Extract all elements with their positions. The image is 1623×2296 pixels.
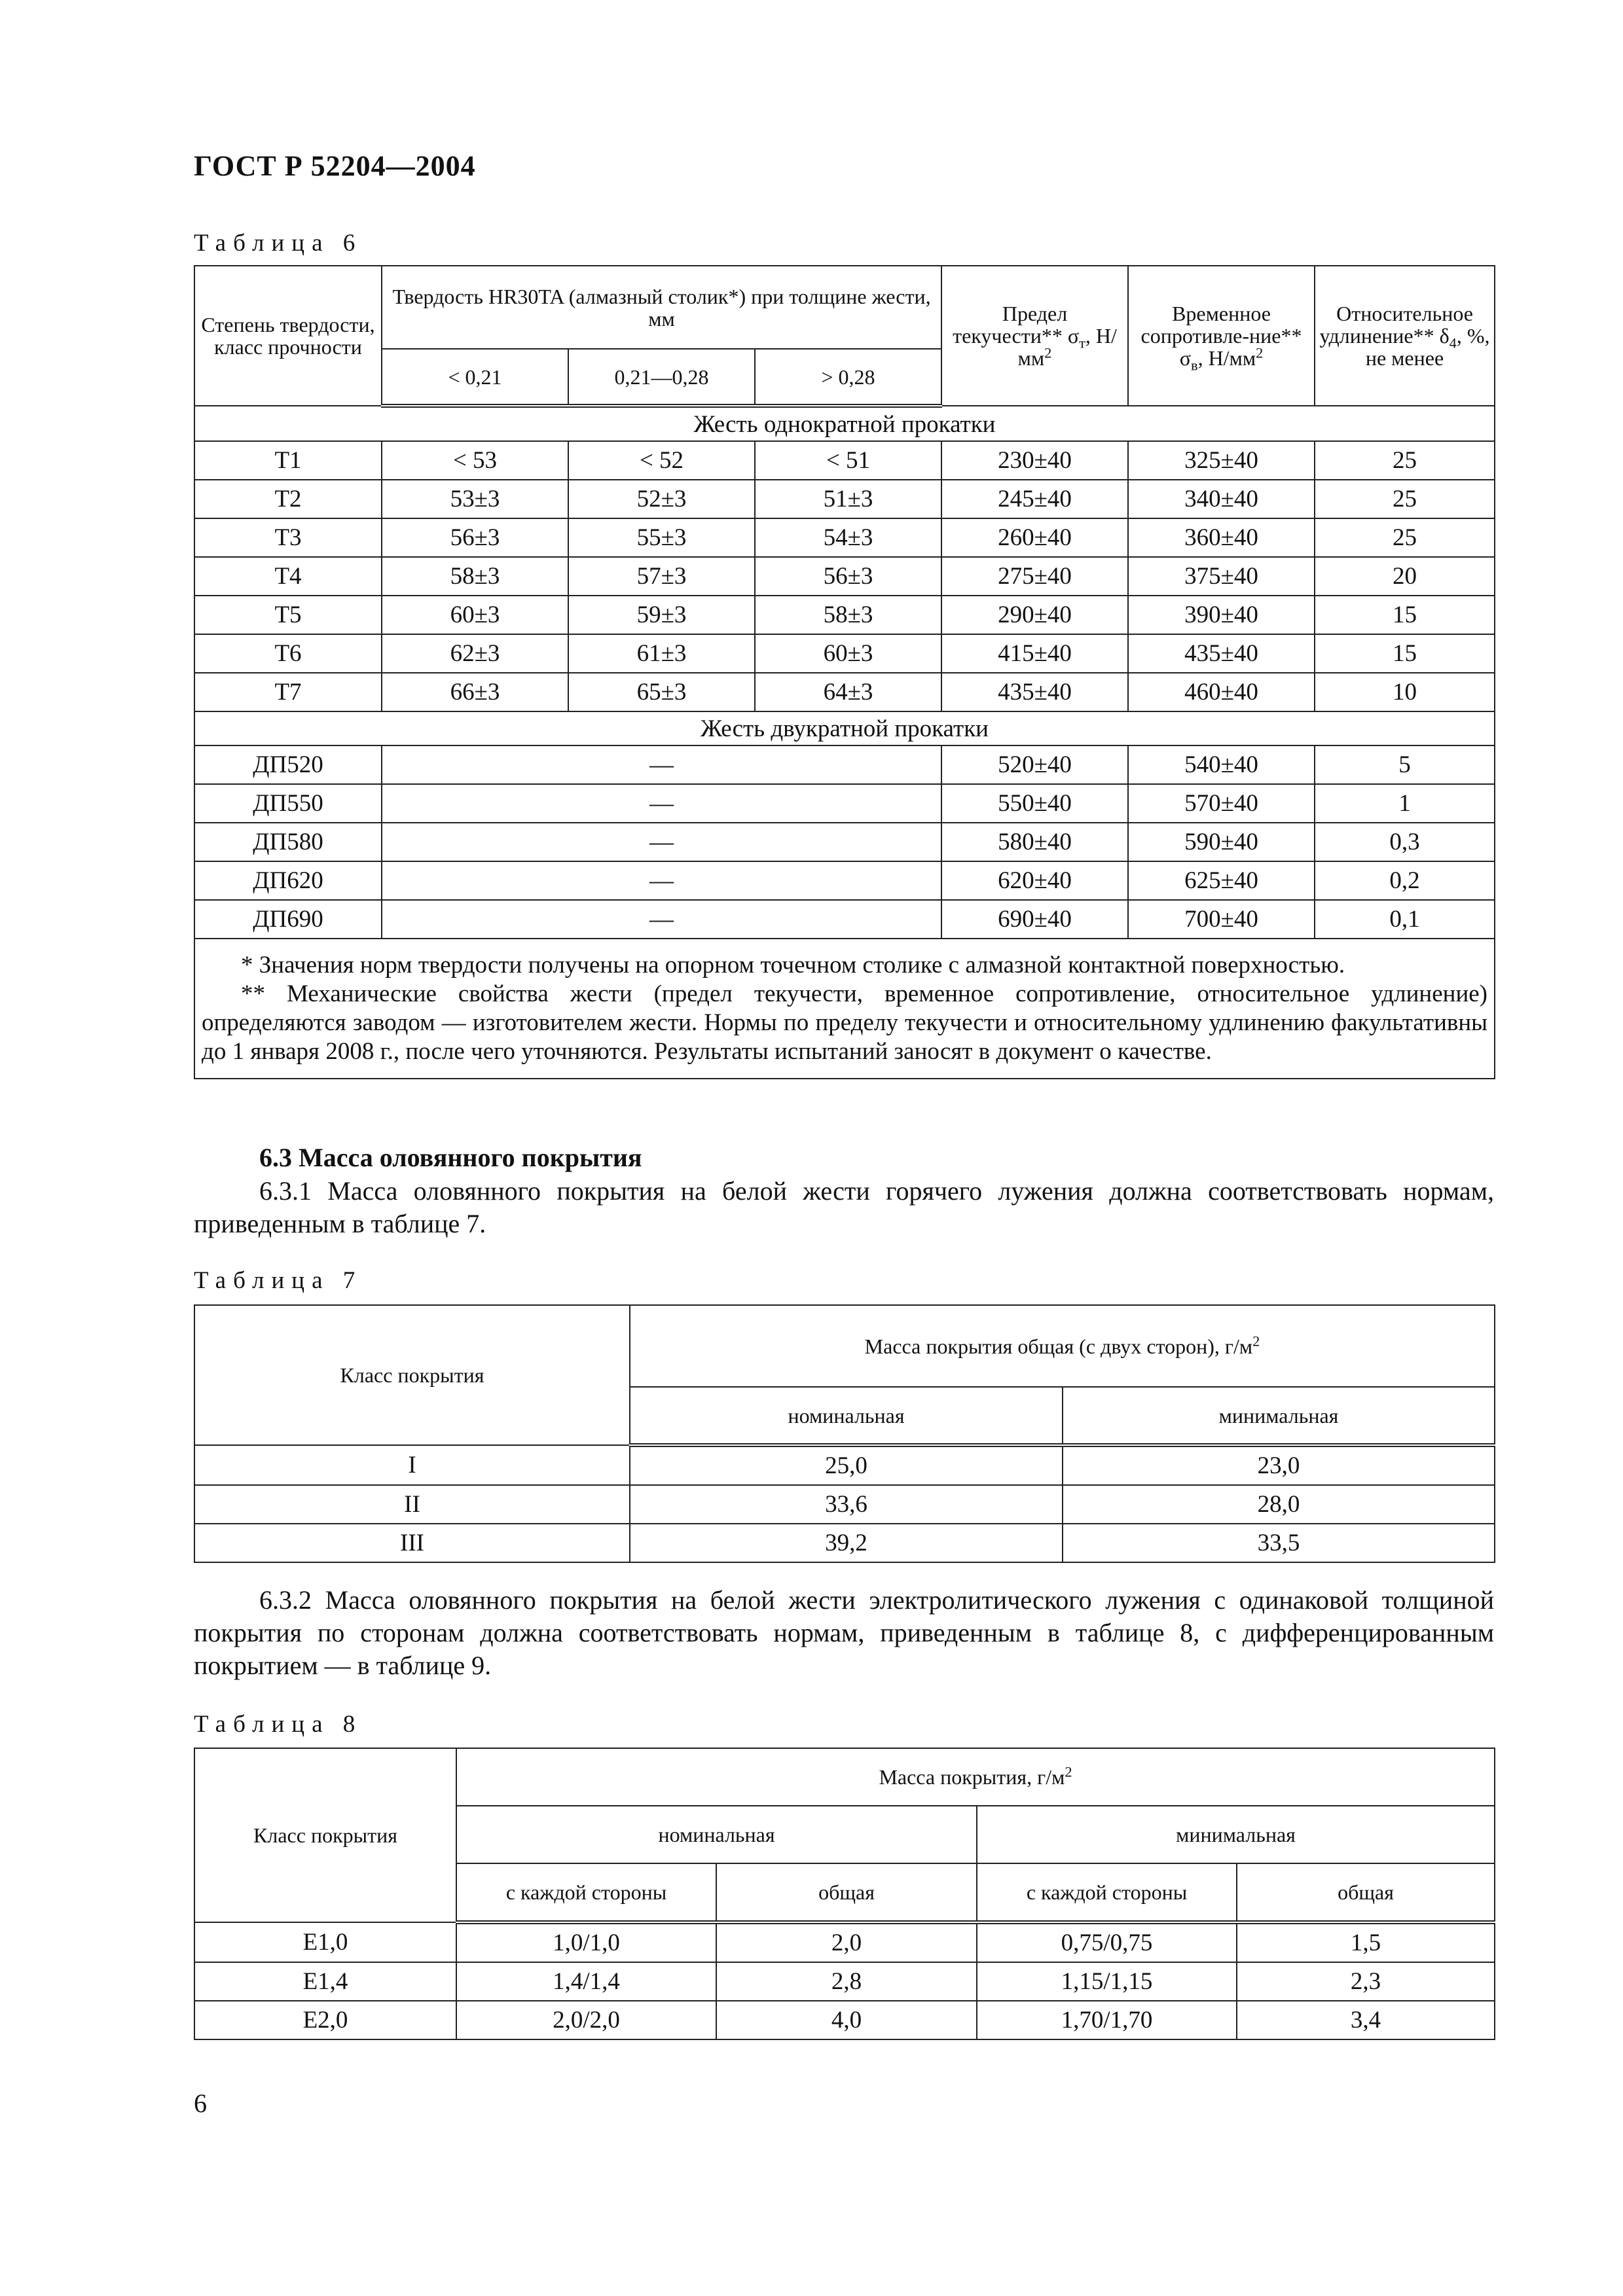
t6-section-double: Жесть двукратной прокатки	[194, 711, 1495, 745]
document-title: ГОСТ Р 52204—2004	[194, 150, 476, 182]
table-row: Е1,4 1,4/1,4 2,8 1,15/1,15 2,3	[194, 1962, 1495, 2001]
table-row: Т2 53±3 52±3 51±3 245±40 340±40 25	[194, 480, 1495, 518]
t8-nom-each-side: с каждой стороны	[456, 1863, 716, 1922]
t6-footnote-2: ** Механические свойства жести (предел текучести, временное сопротивление, относительное удлинение) определяются заводом — изготовителем жести. Нормы по пределу текучести и относительному удлинению факультативны до 1 января 2008 г., после чего уточняются. Результаты испытаний заносят в документ о качестве.	[202, 980, 1487, 1065]
t6-col-hardness: Твердость HR30TA (алмазный столик*) при толщине жести, мм	[382, 266, 941, 349]
paragraph-6-3-1: 6.3.1 Масса оловянного покрытия на белой жести горячего лужения должна соответствовать нормам, приведенным в таблице 7.	[194, 1176, 1494, 1238]
t8-min-each-side: с каждой стороны	[977, 1863, 1237, 1922]
t8-min-total: общая	[1237, 1863, 1495, 1922]
table-row: ДП620 — 620±40 625±40 0,2	[194, 861, 1495, 900]
table-row: III 39,2 33,5	[194, 1524, 1495, 1562]
table-row: I 25,0 23,0	[194, 1445, 1495, 1485]
t7-col-mass: Масса покрытия общая (с двух сторон), $г/м^2$	[630, 1305, 1495, 1387]
table-row: II 33,6 28,0	[194, 1485, 1495, 1524]
t6-sub-thick: > 0,28	[755, 349, 941, 406]
table8-caption: Таблица 8	[194, 1711, 363, 1738]
t6-sub-thin: < 0,21	[382, 349, 568, 406]
page-number: 6	[194, 2089, 207, 2118]
table8	[194, 1748, 1495, 2040]
t6-col-tensile: Временное сопротивле-ние** $\sigma_в$, $Н/мм^2$	[1128, 266, 1315, 406]
t6-footnote-1: * Значения норм твердости получены на опорном точечном столике с алмазной контактной поверхностью.	[241, 952, 1345, 978]
t6-section-single: Жесть однократной прокатки	[194, 406, 1495, 441]
table-row: ДП520 — 520±40 540±40 5	[194, 745, 1495, 784]
table-row: Т5 60±3 59±3 58±3 290±40 390±40 15	[194, 596, 1495, 634]
section-heading-6-3: 6.3 Масса оловянного покрытия	[259, 1143, 642, 1172]
table6-caption: Таблица 6	[194, 230, 363, 257]
table7-caption: Таблица 7	[194, 1267, 363, 1294]
paragraph-6-3-2: 6.3.2 Масса оловянного покрытия на белой жести электролитического лужения с одинаковой толщиной покрытия по сторонам должна соответствовать нормам, приведенным в таблице 8, с дифференцированным покрытием — в таблице 9.	[194, 1585, 1494, 1680]
t7-sub-minimum: минимальная	[1063, 1387, 1495, 1445]
t8-nom-total: общая	[716, 1863, 977, 1922]
table-row: Е1,0 1,0/1,0 2,0 0,75/0,75 1,5	[194, 1922, 1495, 1962]
t8-col-class: Класс покрытия	[194, 1748, 456, 1922]
table-row: Т1 < 53 < 52 < 51 230±40 325±40 25	[194, 441, 1495, 480]
t6-footnotes	[194, 939, 1495, 1079]
t8-sub-minimum: минимальная	[977, 1806, 1495, 1863]
table-row: Е2,0 2,0/2,0 4,0 1,70/1,70 3,4	[194, 2001, 1495, 2039]
t7-col-class: Класс покрытия	[194, 1305, 630, 1445]
t6-col-grade: Степень твердости, класс прочности	[194, 266, 382, 406]
table-row: Т4 58±3 57±3 56±3 275±40 375±40 20	[194, 557, 1495, 596]
t7-sub-nominal: номинальная	[630, 1387, 1063, 1445]
table-row: ДП550 — 550±40 570±40 1	[194, 784, 1495, 823]
table7	[194, 1304, 1495, 1563]
table-row: Т7 66±3 65±3 64±3 435±40 460±40 10	[194, 673, 1495, 711]
table-row: Т6 62±3 61±3 60±3 415±40 435±40 15	[194, 634, 1495, 673]
table-row: Т3 56±3 55±3 54±3 260±40 360±40 25	[194, 518, 1495, 557]
table6	[194, 265, 1495, 1079]
t8-sub-nominal: номинальная	[456, 1806, 977, 1863]
t6-sub-mid: 0,21—0,28	[568, 349, 755, 406]
table-row: ДП690 — 690±40 700±40 0,1	[194, 900, 1495, 939]
t8-col-mass: Масса покрытия, $г/м^2$	[456, 1748, 1495, 1806]
table-row: ДП580 — 580±40 590±40 0,3	[194, 823, 1495, 861]
t6-col-yield: Предел текучести** $\sigma_т$, $Н/мм^2$	[941, 266, 1128, 406]
t6-col-elongation: Относительное удлинение** $\delta_4$, %, не менее	[1315, 266, 1495, 406]
